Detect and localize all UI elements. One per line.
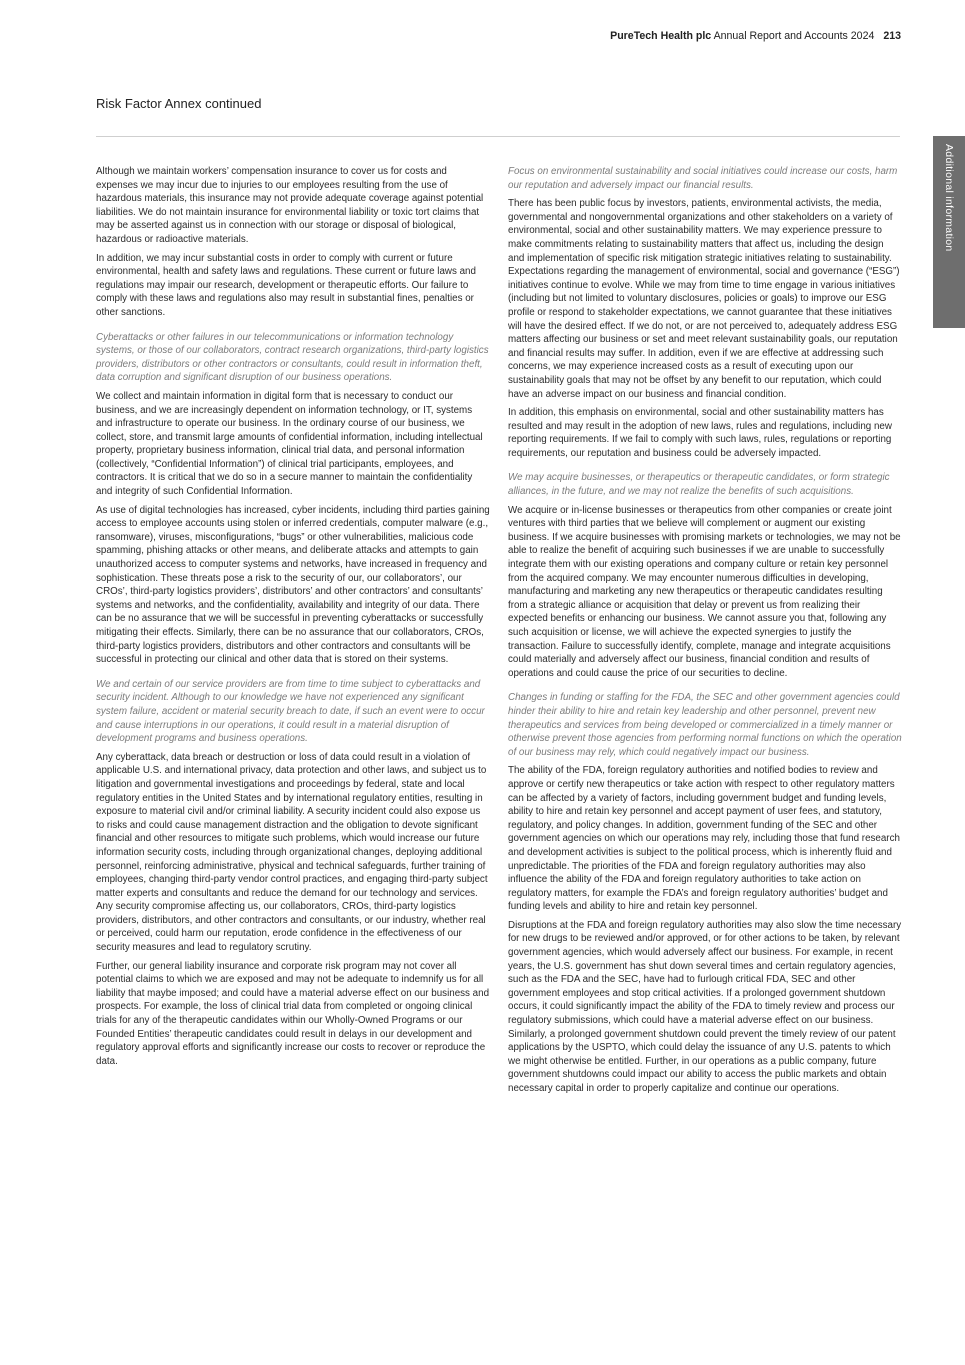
side-tab [933,136,965,328]
paragraph: The ability of the FDA, foreign regulatory authorities and notified bodies to review and approve or certify new therapeutics or take action with respect to other regulatory matters can be affected by a variety of factors, including government budget and funding levels, ability to hire and retain key personnel and accept payment of user fees, and statutory, regulatory, and policy changes. In addition, government funding of the SEC and other government agencies on which our operations may rely, including those that fund research and development activities is subject to the political process, which is inherently fluid and unpredictable. The priorities of the FDA and foreign regulatory authorities may also influence the ability of the FDA and foreign regulatory authorities to take action on regulatory matters, for example the FDA’s and foreign regulatory authorities’ budget and funding levels and ability to hire and retain key personnel. [508,765,900,913]
left-column [96,165,490,1073]
risk-heading: Focus on environmental sustainability and social initiatives could increase our costs, harm our reputation and adversely impact our financial results. [508,166,898,191]
paragraph: Further, our general liability insurance and corporate risk program may not cover all potential claims to which we are exposed and may not be adequate to indemnify us for all liability that maybe imposed; and could have a material adverse effect on our business and prospects. For example, the loss of clinical trial data from completed or ongoing clinical trials for any of the therapeutic candidates within our Wholly-Owned Programs or our Founded Entities’ therapeutic candidates could result in delays in our development and regulatory approval efforts and significantly increase our costs to recover or reproduce the data. [96,960,490,1067]
header-divider [96,136,900,137]
paragraph: Although we maintain workers’ compensation insurance to cover us for costs and expenses we may incur due to injuries to our employees resulting from the use of hazardous materials, this insurance may not provide adequate coverage against potential liabilities. We do not maintain insurance for environmental liability or toxic tort claims that may be asserted against us in connection with our storage or disposal of biological, hazardous or radioactive materials. [96,166,484,245]
report-title: Annual Report and Accounts 2024 [713,30,875,42]
paragraph: Any cyberattack, data breach or destruction or loss of data could result in a violation of applicable U.S. and international privacy, data protection and other laws, and subject us to litigation and governmental investigations and proceedings by federal, state and local regulatory entities in the United States and by international regulatory entities, resulting in exposure to material civil and/or criminal liability. A security incident could also expose us to risks and could cause management distraction and the obligation to devote significant financial and other resources to mitigate such problems, which would increase our future information security costs, including through organizational changes, deploying additional personnel, reinforcing administrative, physical and technical safeguards, further training of employees, changing third-party vendor control practices, and engaging third-party subject matter experts and consultants and reduce the demand for our technology and services. Any security compromise affecting us, our collaborators, CROs, third-party logistics providers, distributors, and other contractors and consultants, or our industry, whether real or perceived, could harm our reputation, erode confidence in the effectiveness of our security measures and lead to regulatory scrutiny. [96,751,488,954]
risk-heading: Changes in funding or staffing for the FDA, the SEC and other government agencies could hinder their ability to hire and retain key leadership and other personnel, prevent new therapeutics and services from being developed or commercialized in a timely manner or otherwise prevent those agencies from performing normal functions on which the operation of our business may rely, which could negatively impact our business. [508,692,902,758]
paragraph: Disruptions at the FDA and foreign regulatory authorities may also slow the time necessary for new drugs to be reviewed and/or approved, or for other actions to be taken, by relevant government agencies, which would adversely affect our business. For example, in recent years, the U.S. government has shut down several times and certain regulatory agencies, such as the FDA and the SEC, have had to furlough critical FDA, SEC and other government employees and stop critical activities. If a prolonged government shutdown occurs, it could significantly impact the ability of the FDA to timely review and process our regulatory submissions, which could have a material adverse effect on our business. Similarly, a prolonged government shutdown could prevent the timely review of our patent applications by the USPTO, which could delay the issuance of any U.S. patents to which we might otherwise be entitled. Further, in our operations as a public company, future government shutdowns could impact our ability to access the public markets and obtain necessary capital in order to properly capitalize and continue our operations. [508,919,902,1094]
section-title: Risk Factor Annex continued [96,96,262,111]
page-number: 213 [883,30,901,42]
paragraph: We collect and maintain information in digital form that is necessary to conduct our business, and we are increasingly dependent on information technology, or IT, systems and infrastructure to operate our business. In the ordinary course of our business, we collect, store, and transmit large amounts of confidential information, including intellectual property, proprietary business information, clinical trial data, and personal information (collectively, “Confidential Information”) of clinical trial participants, employees, and contractors. It is critical that we do so in a secure manner to maintain the confidentiality and integrity of such Confidential Information. [96,390,483,498]
paragraph: In addition, this emphasis on environmental, social and other sustainability matters has resulted and may result in the adoption of new laws, rules and regulations, including new reporting requirements. If we fail to comply with such laws, rules, regulations or reporting requirements, our reputation and business could be adversely impacted. [508,407,892,459]
risk-heading: We may acquire businesses, or therapeutics or therapeutic candidates, or form strategic alliances, in the future, and we may not realize the benefits of such acquisitions. [508,472,890,498]
side-tab-label: Additional information [943,144,955,252]
paragraph: In addition, we may incur substantial costs in order to comply with current or future environmental, health and safety laws and regulations. These current or future laws and regulations may impair our research, development or therapeutic efforts. Our failure to comply with these laws and regulations also may result in substantial fines, penalties or other sanctions. [96,252,476,318]
paragraph: We acquire or in-license businesses or therapeutics from other companies or create joint ventures with third parties that we believe will complement or augment our existing business. If we acquire businesses with promising markets or technologies, we may not be able to realize the benefit of acquiring such businesses if we are unable to successfully integrate them with our existing operations and company culture or retain key personnel from the acquired company. We may encounter numerous difficulties in developing, manufacturing and marketing any new therapeutics or therapeutic candidates resulting from a strategic alliance or acquisition that delay or prevent us from realizing their expected benefits or enhancing our business. We cannot assure you that, following any such acquisition or license, we will achieve the expected synergies to justify the transaction. Failure to successfully identify, complete, manage and integrate acquisitions could materially and adversely affect our business, financial condition and results of operations and could cause the price of our securities to decline. [508,504,901,679]
paragraph: As use of digital technologies has increased, cyber incidents, including third parties gaining access to employee accounts using stolen or inferred credentials, computer malware (e.g., ransomware), viruses, misconfigurations, “bugs” or other vulnerabilities, malicious code spamming, phishing attacks or other means, and deliberate attacks and attempts to gain unauthorized access to computer systems and networks, have increased in frequency and sophistication. These threats pose a risk to the security of our, our collaborators’, our CROs’, third-party logistics providers’, distributors’ and other contractors’ and consultants’ systems and networks, and the confidentiality, availability and integrity of our data. There can be no assurance that we will be successful in preventing cyberattacks or successfully mitigating their effects. Similarly, there can be no assurance that our collaborators, CROs, third-party logistics providers, distributors and other contractors and consultants will be successful in protecting our clinical and other data that is stored on their systems. [96,504,490,666]
paragraph: There has been public focus by investors, patients, environmental activists, the media, governmental and nongovernmental organizations and other stakeholders on a variety of environmental, social and other sustainability matters. We may experience pressure to make commitments relating to sustainability matters that affect us, including the design and implementation of specific risk mitigation strategic initiatives relating to sustainability. Expectations regarding the management of environmental, social and governance (“ESG”) initiatives continue to evolve. While we may from time to time engage in various initiatives (including but not limited to voluntary disclosures, policies or goals) to improve our ESG profile or respond to stakeholder expectations, we cannot guarantee that these initiatives will have the desired effect. If we do not, or are not perceived to, adequately address ESG matters affecting our business or set and meet relevant sustainability goals, our reputation and financial results may suffer. In addition, even if we are effective at addressing such concerns, we may experience increased costs as a result of executing upon our sustainability goals that may not be offset by any benefit to our reputation, which could have an adverse impact on our business and financial condition. [508,198,900,400]
right-column [508,165,902,1101]
risk-heading: We and certain of our service providers are from time to time subject to cyberattacks and security incident. Although to our knowledge we have not experienced any significant system failure, accident or material security breach to date, if such an event were to occur and cause interruptions in our operations, it could result in a material disruption of development programs and business operations. [96,678,485,745]
company-name: PureTech Health plc [610,30,712,42]
risk-heading: Cyberattacks or other failures in our telecommunications or information technology systems, or those of our collaborators, contract research organizations, third-party logistics providers, distributors or other contractors or consultants, could result in information theft, data corruption and significant disruption of our business operations. [96,331,489,384]
page-header [610,30,901,42]
